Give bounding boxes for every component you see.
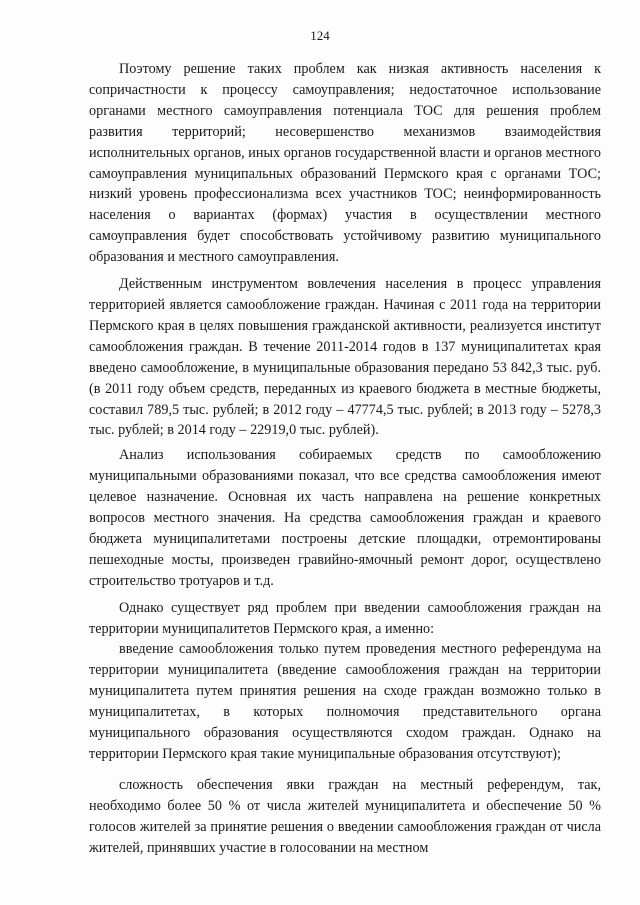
document-body (89, 59, 601, 859)
paragraph-problems-intro: Однако существует ряд проблем при введении самообложения граждан на территории муниципалитетов Пермского края, а именно: (89, 599, 601, 637)
paragraph-self-taxation-instrument: Действенным инструментом вовлечения населения в процесс управления территорией является самообложение граждан. Начиная с 2011 года на территории Пермского края в целях повышения гражданской активности, реализуется институт самообложения граждан. В течение 2011-2014 годов в 137 муниципалитетах края введено самообложение, в муниципальные образования передано 53 842,3 тыс. руб. (в 2011 году объем средств, переданных из краевого бюджета в местные бюджеты, составил 789,5 тыс. рублей; в 2012 году – 47774,5 тыс. рублей; в 2013 году – 5278,3 тыс. рублей; в 2014 году – 22919,0 тыс. рублей). (89, 276, 601, 439)
paragraph-funds-analysis: Анализ использования собираемых средств по самообложению муниципальными образованиями показал, что все средства самообложения имеют целевое назначение. Основная их часть направлена на решение конкретных вопросов местного значения. На средства самообложения граждан и краевого бюджета муниципалитетами построены детские площадки, отремонтированы пешеходные мосты, произведен гравийно-ямочный ремонт дорог, осуществлено строительство тротуаров и т.д. (89, 447, 601, 589)
paragraph-referendum-introduction: введение самообложения только путем проведения местного референдума на территории муниципалитета (введение самообложения граждан на территории муниципалитета путем принятия решения на сходе граждан возможно только в муниципалитетах, в которых полномочия представительного органа муниципального образования осуществляются сходом граждан. Однако на территории Пермского края такие муниципальные образования отсутствуют); (89, 641, 601, 762)
paragraph-toc-problems: Поэтому решение таких проблем как низкая активность населения к сопричастности к процессу самоуправления; недостаточное использование органами местного самоуправления потенциала ТОС для решения проблем развития территорий; несовершенство механизмов взаимодействия исполнительных органов, иных органов государственной власти и органов местного самоуправления муниципальных образований Пермского края с органами ТОС; низкий уровень профессионализма всех участников ТОС; неинформированность населения о вариантах (формах) участия в осуществлении местного самоуправления будет способствовать устойчивому развитию муниципального образования и местного самоуправления. (89, 61, 601, 266)
page-number: 124 (310, 28, 330, 43)
paragraph-turnout-complexity: сложность обеспечения явки граждан на местный референдум, так, необходимо более 50 % от числа жителей муниципалитета и обеспечение 50 % голосов жителей за принятие решения о введении самообложения граждан от числа жителей, принявших участие в голосовании на местном (89, 776, 601, 856)
